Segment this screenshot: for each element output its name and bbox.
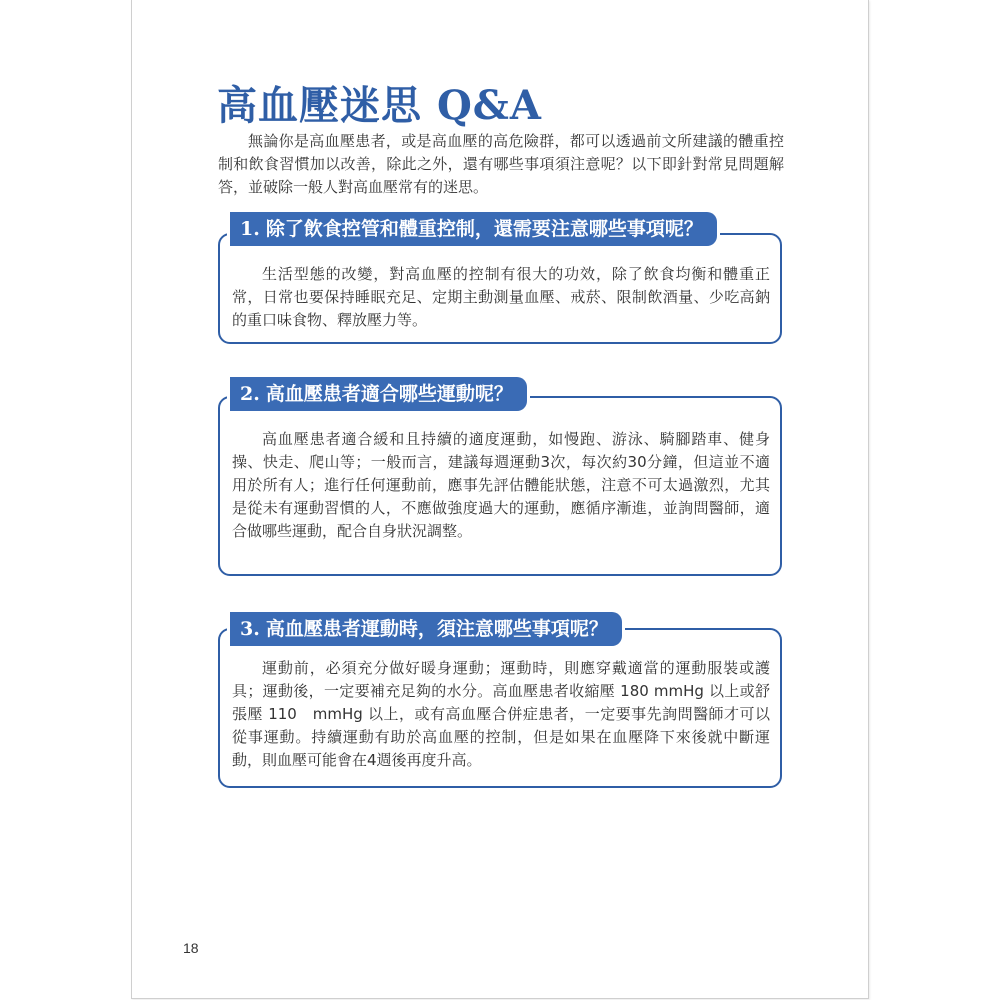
question-number-2: 2. <box>240 383 260 405</box>
page-title-cjk: 高血壓迷思 <box>217 83 422 129</box>
answer-text-2: 高血壓患者適合緩和且持續的適度運動，如慢跑、游泳、騎腳踏車、健身操、快走、爬山等；一般而言，建議每週運動3次，每次約30分鐘，但這並不適用於所有人；進行任何運動前，應事先評估體能狀態，注意不可太過激烈，尤其是從未有運動習慣的人，不應做強度過大的運動，應循序漸進，並詢問醫師，適合做哪些運動，配合自身狀況調整。 <box>232 430 770 540</box>
question-label-3 <box>230 612 622 646</box>
intro-paragraph: 無論你是高血壓患者，或是高血壓的高危險群，都可以透過前文所建議的體重控制和飲食習慣加以改善，除此之外，還有哪些事項須注意呢？以下即針對常見問題解答，並破除一般人對高血壓常有的迷思。 <box>218 132 784 196</box>
page-title <box>217 82 542 130</box>
question-number-3: 3. <box>240 618 260 640</box>
question-text-1: 除了飲食控管和體重控制，還需要注意哪些事項呢？ <box>265 218 703 240</box>
page-title-latin: Q&A <box>436 82 542 129</box>
answer-text-3: 運動前，必須充分做好暖身運動；運動時，則應穿戴適當的運動服裝或護具；運動後，一定要補充足夠的水分。高血壓患者收縮壓 180 mmHg 以上或舒張壓 110 mmHg 以上，或有高血壓合併症患者，一定要事先詢問醫師才可以從事運動。持續運動有助於高血壓的控制，但是如果在血壓降下來後就中斷運動，則血壓可能會在4週後再度升高。 <box>232 659 770 769</box>
question-text-2: 高血壓患者適合哪些運動呢？ <box>265 383 513 405</box>
page-number: 18 <box>183 940 199 956</box>
question-label-2 <box>230 377 527 411</box>
question-label-1 <box>230 212 717 246</box>
answer-text-1: 生活型態的改變，對高血壓的控制有很大的功效，除了飲食均衡和體重正常，日常也要保持睡眠充足、定期主動測量血壓、戒菸、限制飲酒量、少吃高鈉的重口味食物、釋放壓力等。 <box>232 265 770 329</box>
question-text-3: 高血壓患者運動時，須注意哪些事項呢？ <box>265 618 608 640</box>
question-number-1: 1. <box>240 218 260 240</box>
